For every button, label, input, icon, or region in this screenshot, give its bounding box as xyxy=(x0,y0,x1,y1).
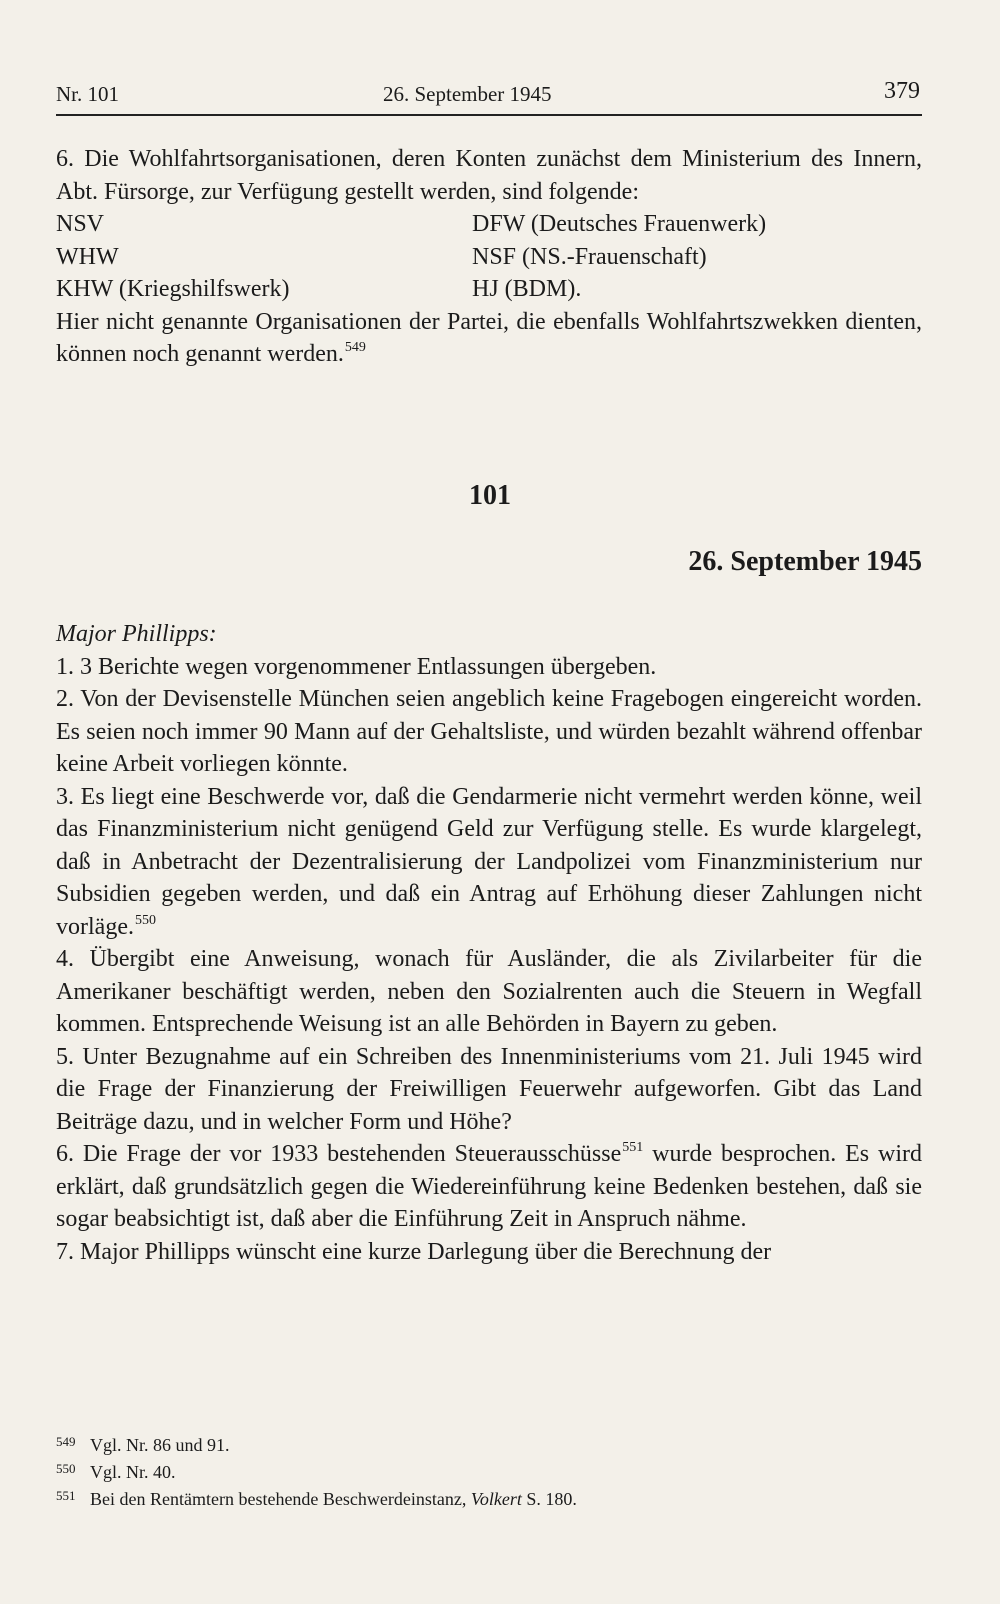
item-4: 4. Übergibt eine Anweisung, wonach für Ausländer, die als Zivilarbeiter für die Amerikaner beschäftigt werden, neben den Sozialrenten auch die Steuern in Wegfall kommen. Entsprechende Weisung ist an alle Behörden in Bayern zu geben. xyxy=(56,946,922,1037)
item-6 xyxy=(56,1138,922,1236)
item-1: 1. 3 Berichte wegen vorgenommener Entlassungen übergeben. xyxy=(56,653,657,680)
footnote-author: Volkert xyxy=(470,1489,522,1509)
footnotes xyxy=(56,1432,922,1513)
footnote-550 xyxy=(56,1459,922,1486)
item-3-text: 3. Es liegt eine Beschwerde vor, daß die Gendarmerie nicht vermehrt werden könne, weil das Finanzministerium nicht genügend Geld zur Verfügung stelle. Es wurde klargelegt, daß in Anbetracht der Dezentralisierung der Landpolizei vom Finanzministerium nur Subsidien gegeben werden, und daß ein Antrag auf Erhöhung dieser Zahlungen nicht vorläge. xyxy=(56,783,922,940)
footnote-number: 551 xyxy=(56,1488,76,1503)
organisation-row xyxy=(56,273,922,306)
organisation-list xyxy=(56,208,922,306)
page-number: 379 xyxy=(884,78,920,104)
footnote-ref-549[interactable]: 549 xyxy=(344,340,366,355)
organisation-left: NSV xyxy=(56,211,105,237)
running-header xyxy=(56,78,922,116)
footnote-text: Vgl. Nr. 86 und 91. xyxy=(90,1435,230,1455)
paragraph-welfare-organisations: 6. Die Wohlfahrtsorganisationen, deren Konten zunächst dem Ministerium des Innern, Abt. Fürsorge, zur Verfügung gestellt werden, sind folgende: xyxy=(56,146,922,205)
footnote-ref-550[interactable]: 550 xyxy=(134,912,156,928)
header-document-number: Nr. 101 xyxy=(56,82,119,106)
closing-text: Hier nicht genannte Organisationen der Partei, die ebenfalls Wohlfahrtszwekken dienten, können noch genannt werden. xyxy=(56,308,922,367)
footnote-number: 550 xyxy=(56,1461,76,1476)
footnote-ref-551[interactable]: 551 xyxy=(622,1140,644,1155)
footnote-551 xyxy=(56,1486,922,1513)
document-number-heading: 101 xyxy=(469,480,511,511)
paragraph-closing xyxy=(56,306,922,371)
footnote-text-end: S. 180. xyxy=(521,1489,577,1509)
organisation-right: DFW (Deutsches Frauenwerk) xyxy=(472,211,767,237)
organisation-right: HJ (BDM). xyxy=(472,276,582,302)
organisation-left: WHW xyxy=(56,243,119,270)
item-3 xyxy=(56,781,922,944)
document-body xyxy=(56,618,922,1268)
footnote-text: Vgl. Nr. 40. xyxy=(90,1462,176,1482)
footnote-text xyxy=(90,1486,577,1513)
item-5: 5. Unter Bezugnahme auf ein Schreiben des Innenministeriums vom 21. Juli 1945 wird die Frage der Finanzierung der Freiwilligen Feuerwehr aufgeworfen. Gibt das Land Beiträge dazu, und in welcher Form und Höhe? xyxy=(56,1043,922,1135)
organisation-left: KHW (Kriegshilfswerk) xyxy=(56,276,290,302)
footnote-549 xyxy=(56,1432,922,1459)
item-6-text-start: 6. Die Frage der vor 1933 bestehenden Steuerausschüsse xyxy=(56,1141,622,1167)
header-date: 26. September 1945 xyxy=(383,82,552,106)
organisation-row xyxy=(56,208,922,241)
footnote-text-start: Bei den Rentämtern bestehende Beschwerdeinstanz, xyxy=(90,1489,471,1509)
organisation-row xyxy=(56,241,922,274)
item-2: 2. Von der Devisenstelle München seien angeblich keine Fragebogen eingereicht worden. Es seien noch immer 90 Mann auf der Gehaltsliste, und würden bezahlt während offenbar keine Arbeit vorliegen könnte. xyxy=(56,686,922,777)
footnote-number: 549 xyxy=(56,1434,76,1449)
item-6-text-end: wurde besprochen. Es wird erklärt, daß grundsätzlich gegen die Wiedereinführung keine Bedenken bestehen, daß sie sogar beabsichtigt ist, daß aber die Einführung Zeit in Anspruch nähme. xyxy=(56,1141,922,1232)
document-date-heading: 26. September 1945 xyxy=(688,546,922,577)
speaker-label: Major Phillipps: xyxy=(56,621,217,647)
organisation-right: NSF (NS.-Frauenschaft) xyxy=(472,243,707,270)
previous-document-tail xyxy=(56,143,922,371)
item-7: 7. Major Phillipps wünscht eine kurze Darlegung über die Berechnung der xyxy=(56,1238,772,1265)
